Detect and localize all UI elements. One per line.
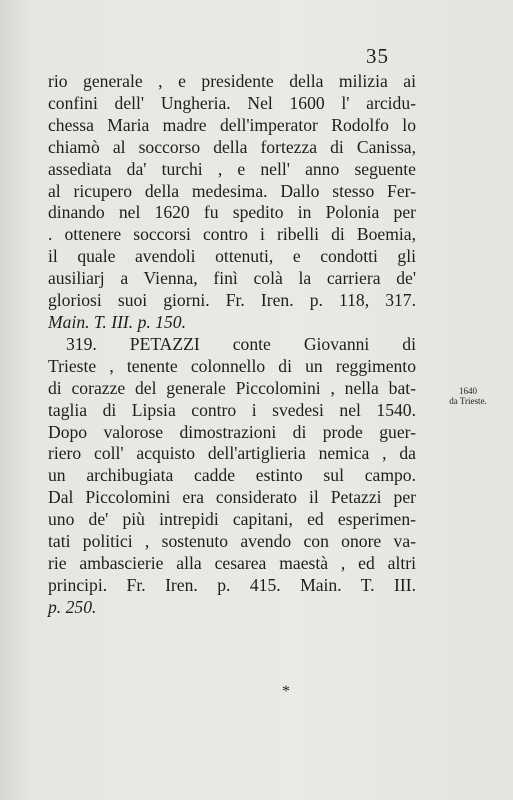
text-line: chiamò al soccorso della fortezza di Canissa,: [48, 136, 416, 157]
text-line: di corazze del generale Piccolomini , nella bat-: [48, 377, 416, 398]
text-line: assediata da' turchi , e nell' anno seguente: [48, 158, 416, 179]
text-line: Main. T. III. p. 150.: [48, 311, 186, 332]
text-line: rie ambascierie alla cesarea maestà , ed altri: [48, 552, 416, 573]
body-text: [48, 71, 416, 619]
text-line: uno de' più intrepidi capitani, ed esperimen-: [48, 509, 416, 530]
text-line: rio generale , e presidente della milizia ai: [48, 71, 416, 91]
text-line: al ricupero della medesima. Dallo stesso Fer-: [48, 180, 416, 201]
margin-note-year: 1640: [459, 386, 477, 396]
text-line: Dopo valorose dimostrazioni di prode guer-: [48, 421, 416, 442]
text-line: . ottenere soccorsi contro i ribelli di Boemia,: [48, 224, 416, 245]
text-line: ausiliarj a Vienna, finì colà la carriera de': [48, 268, 416, 289]
end-mark: *: [282, 683, 290, 700]
text-line: Trieste , tenente colonnello di un reggimento: [48, 355, 416, 376]
text-line: chessa Maria madre dell'imperator Rodolfo lo: [48, 114, 416, 135]
text-line: dinando nel 1620 fu spedito in Polonia per: [48, 202, 416, 223]
text-line: Dal Piccolomini era considerato il Petazzi per: [48, 487, 416, 508]
text-line: un archibugiata cadde estinto sul campo.: [48, 465, 416, 486]
text-line: p. 250.: [48, 596, 97, 617]
text-line: tati politici , sostenuto avendo con onore va-: [48, 531, 416, 552]
text-line: confini dell' Ungheria. Nel 1600 l' arcidu-: [48, 92, 416, 113]
margin-note: [438, 386, 498, 406]
text-line: principi. Fr. Iren. p. 415. Main. T. III.: [48, 574, 416, 595]
margin-note-place: da Trieste.: [449, 396, 487, 406]
text-line: gloriosi suoi giorni. Fr. Iren. p. 118, 317.: [48, 290, 416, 311]
text-line: il quale avendoli ottenuti, e condotti gli: [48, 246, 416, 267]
entry-heading-line: 319. PETAZZI conte Giovanni di: [66, 333, 416, 354]
page-number: 35: [366, 44, 389, 68]
text-line: taglia di Lipsia contro i svedesi nel 1540.: [48, 399, 416, 420]
text-line: riero coll' acquisto dell'artiglieria nemica , da: [48, 443, 416, 464]
